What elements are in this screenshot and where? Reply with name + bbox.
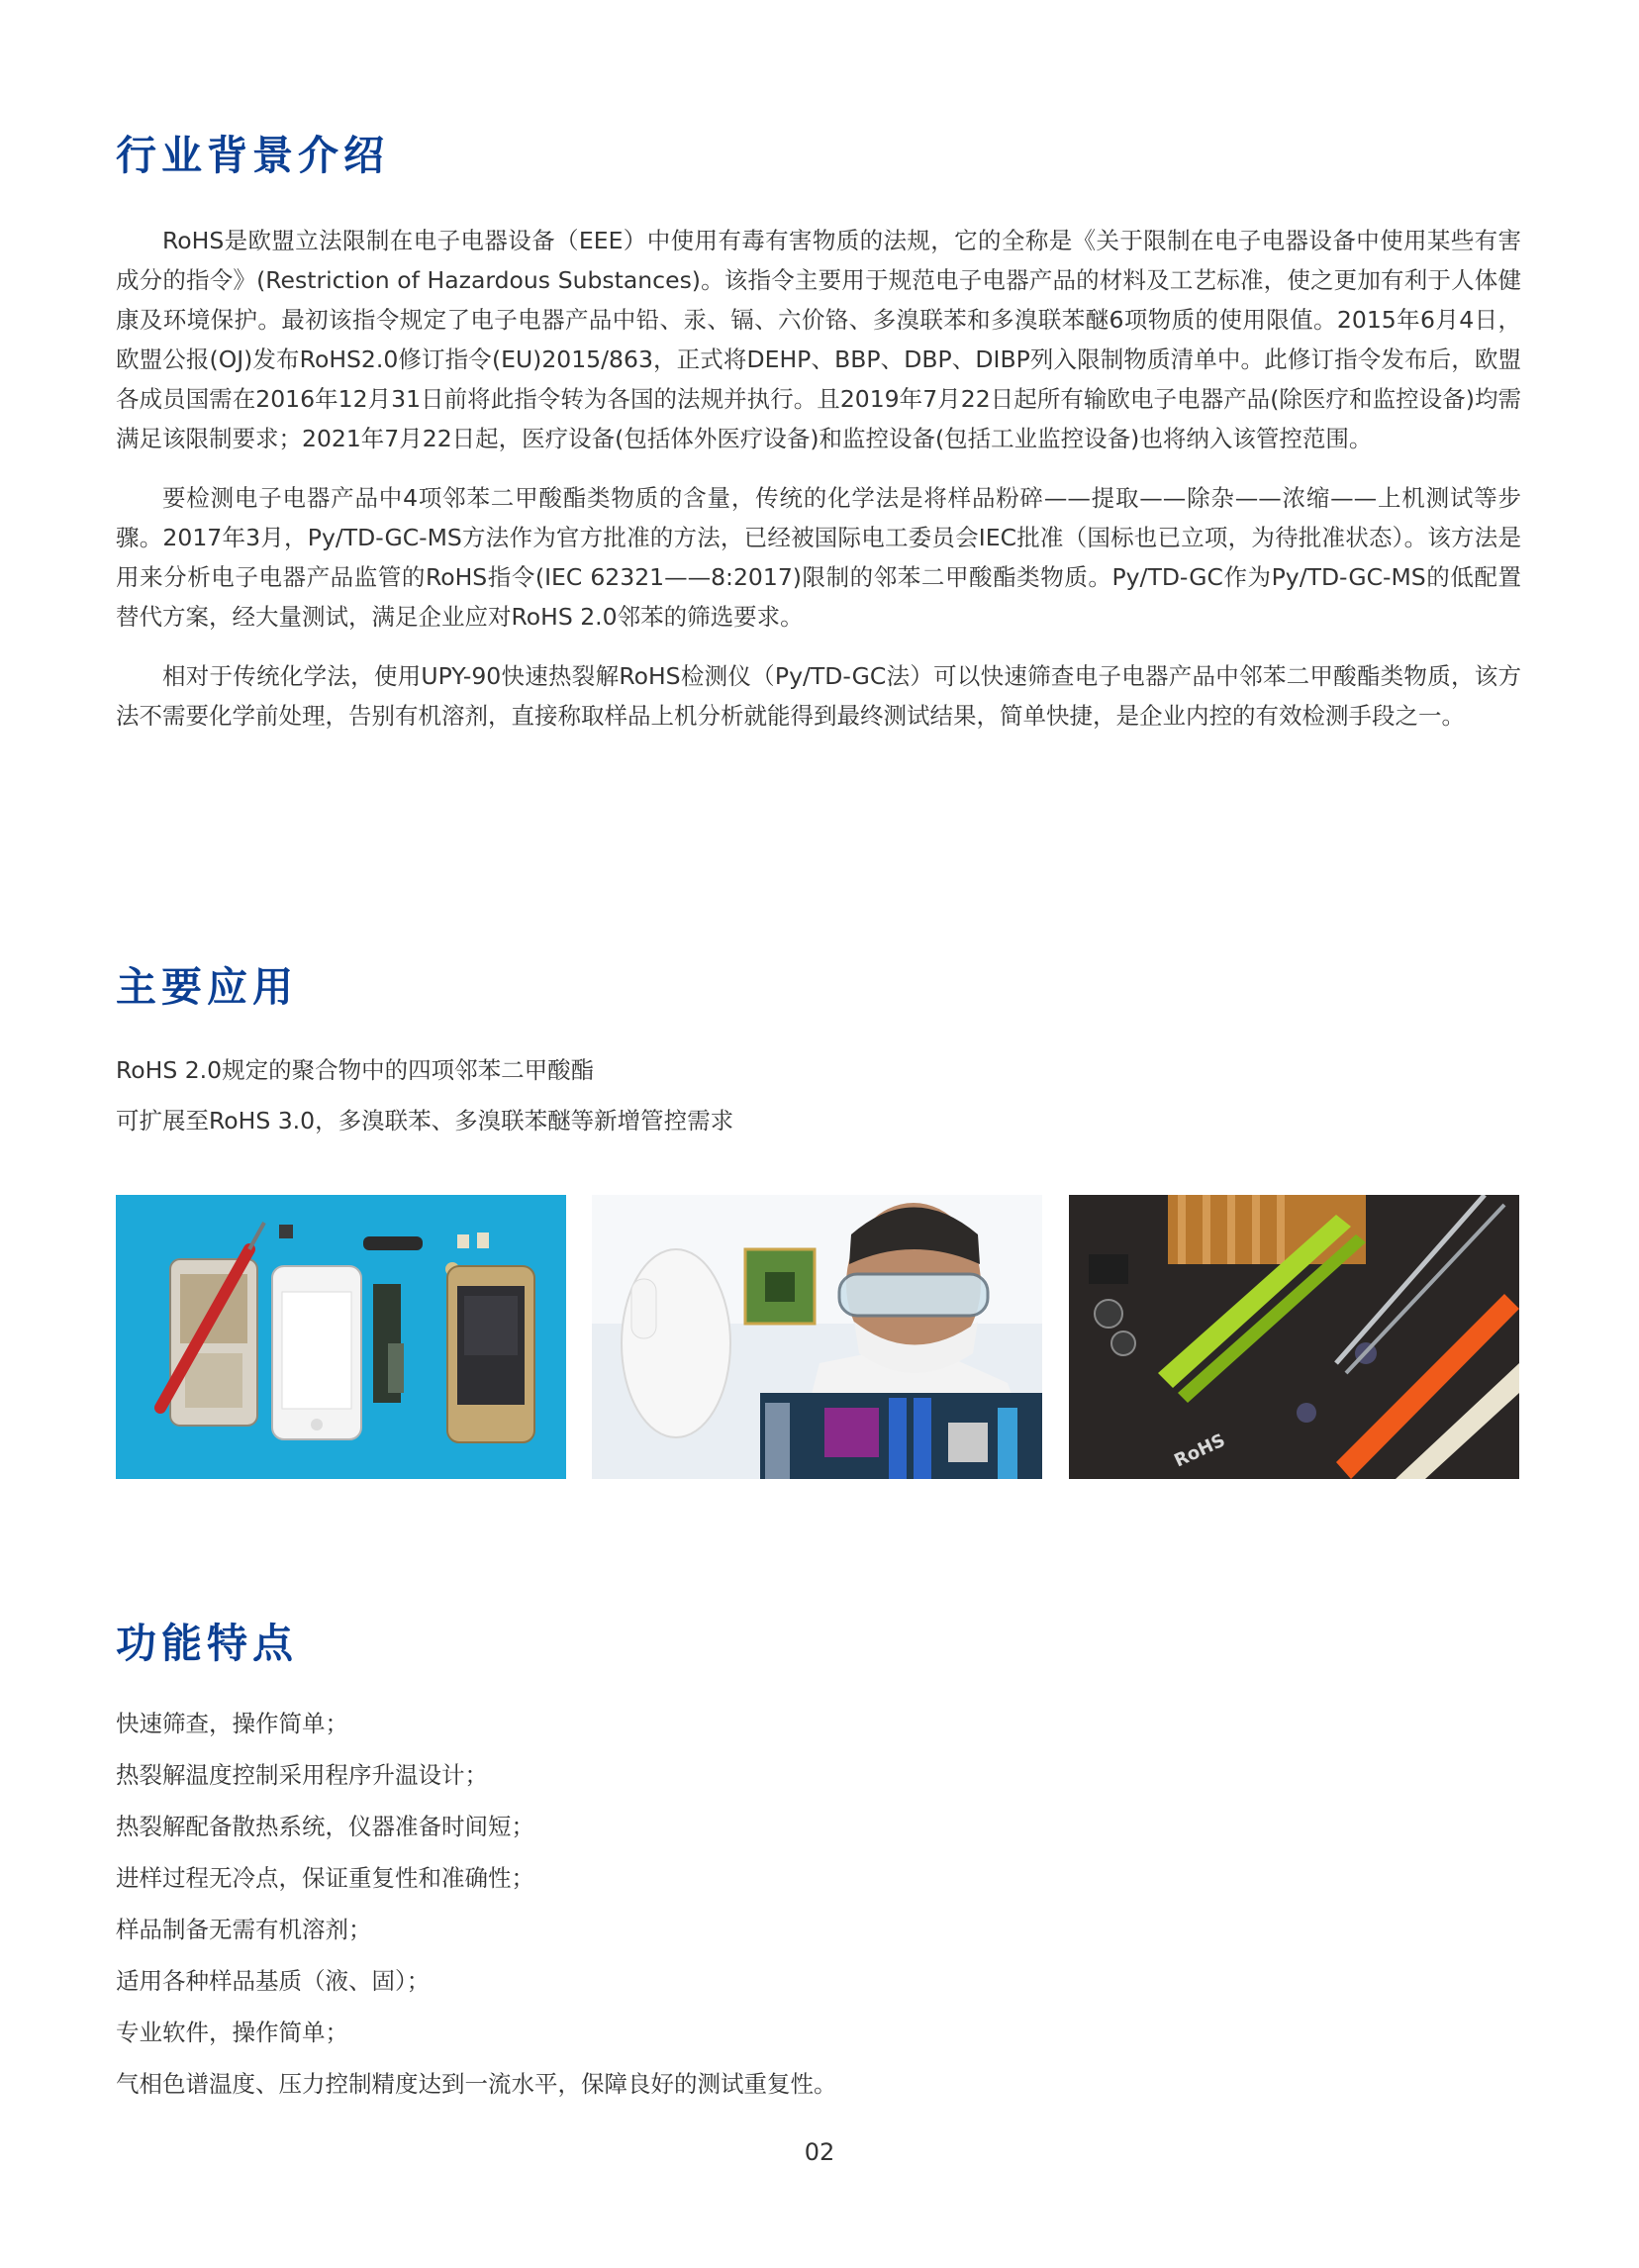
feature-item: 进样过程无冷点，保证重复性和准确性； xyxy=(116,1864,534,1892)
feature-item: 专业软件，操作简单； xyxy=(116,2019,348,2046)
feature-item: 热裂解配备散热系统，仪器准备时间短； xyxy=(116,1813,534,1840)
circuit-board-photo-icon xyxy=(1069,1195,1519,1479)
photo-disassembled-phones xyxy=(116,1195,566,1479)
application-item: RoHS 2.0规定的聚合物中的四项邻苯二甲酸酯 xyxy=(116,1056,595,1084)
background-paragraph-3: 相对于传统化学法，使用UPY-90快速热裂解RoHS检测仪（Py/TD-GC法）可以快速筛查电子电器产品中邻苯二甲酸酯类物质，该方法不需要化学前处理，告别有机溶剂，直接称取样品上机分析就能得到最终测试结果，简单快捷，是企业内控的有效检测手段之一。 xyxy=(116,662,1521,730)
section-title-features: 功能特点 xyxy=(116,1620,298,1667)
feature-item: 快速筛查，操作简单； xyxy=(116,1710,348,1737)
photo-circuit-board xyxy=(1069,1195,1519,1479)
section-title-applications: 主要应用 xyxy=(116,963,298,1011)
feature-item: 适用各种样品基质（液、固）； xyxy=(116,1967,431,1995)
feature-item: 气相色谱温度、压力控制精度达到一流水平，保障良好的测试重复性。 xyxy=(116,2070,837,2098)
application-item: 可扩展至RoHS 3.0，多溴联苯、多溴联苯醚等新增管控需求 xyxy=(116,1107,734,1134)
scientist-with-chip-photo-icon xyxy=(592,1195,1042,1479)
feature-item: 热裂解温度控制采用程序升温设计； xyxy=(116,1761,488,1789)
background-paragraph-1: RoHS是欧盟立法限制在电子电器设备（EEE）中使用有毒有害物质的法规，它的全称是《关于限制在电子电器设备中使用某些有害成分的指令》(Restriction of Hazardous Substances)。该指令主要用于规范电子电器产品的材料及工艺标准，使之更加有利于人体健康及环境保护。最初该指令规定了电子电器产品中铅、汞、镉、六价铬、多溴联苯和多溴联苯醚6项物质的使用限值。2015年6月4日，欧盟公报(OJ)发布RoHS2.0修订指令(EU)2015/863，正式将DEHP、BBP、DBP、DIBP列入限制物质清单中。此修订指令发布后，欧盟各成员国需在2016年12月31日前将此指令转为各国的法规并执行。且2019年7月22日起所有输欧电子电器产品(除医疗和监控设备)均需满足该限制要求；2021年7月22日起，医疗设备(包括体外医疗设备)和监控设备(包括工业监控设备)也将纳入该管控范围。 xyxy=(116,227,1521,452)
section-title-background: 行业背景介绍 xyxy=(116,132,389,179)
background-paragraph-2: 要检测电子电器产品中4项邻苯二甲酸酯类物质的含量，传统的化学法是将样品粉碎——提取——除杂——浓缩——上机测试等步骤。2017年3月，Py/TD-GC-MS方法作为官方批准的方法，已经被国际电工委员会IEC批准（国标也已立项，为待批准状态）。该方法是用来分析电子电器产品监管的RoHS指令(IEC 62321——8:2017)限制的邻苯二甲酸酯类物质。Py/TD-GC作为Py/TD-GC-MS的低配置替代方案，经大量测试，满足企业应对RoHS 2.0邻苯的筛选要求。 xyxy=(116,484,1521,631)
page-number: 02 xyxy=(804,2138,835,2166)
background-text xyxy=(116,221,1521,736)
board-marking-text: RoHS xyxy=(1171,1430,1229,1472)
disassembled-phones-photo-icon xyxy=(116,1195,566,1479)
feature-item: 样品制备无需有机溶剂； xyxy=(116,1916,372,1943)
photo-scientist-with-chip xyxy=(592,1195,1042,1479)
